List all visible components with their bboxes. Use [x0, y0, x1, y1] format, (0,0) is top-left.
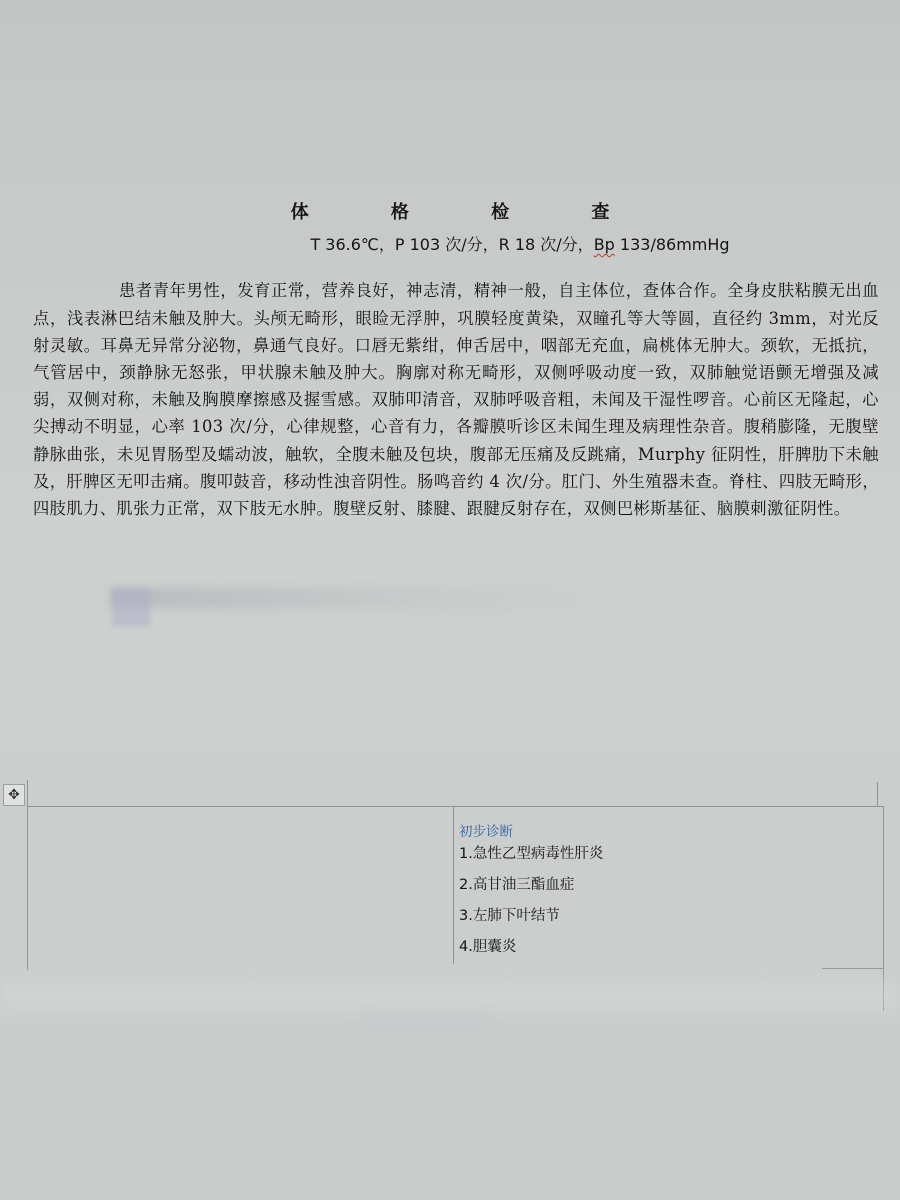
- redacted-smudge: [360, 1012, 490, 1032]
- physical-exam-paragraph: 患者青年男性，发育正常，营养良好，神志清，精神一般，自主体位，查体合作。全身皮肤粘膜无出血点，浅表淋巴结未触及肿大。头颅无畸形，眼睑无浮肿，巩膜轻度黄染，双瞳孔等大等圆，直径约 3mm，对光反射灵敏。耳鼻无异常分泌物，鼻通气良好。口唇无紫绀，伸舌居中，咽部无充血，扁桃体无肿大。颈软，无抵抗，气管居中，颈静脉无怒张，甲状腺未触及肿大。胸廓对称无畸形，双侧呼吸动度一致，双肺触觉语颤无增强及减弱，双侧对称，未触及胸膜摩擦感及握雪感。双肺叩清音，双肺呼吸音粗，未闻及干湿性啰音。心前区无隆起，心尖搏动不明显，心率 103 次/分，心律规整，心音有力，各瓣膜听诊区未闻生理及病理性杂音。腹稍膨隆，无腹壁静脉曲张，未见胃肠型及蠕动波，触软，全腹未触及包块，腹部无压痛及反跳痛，Murphy 征阴性，肝脾肋下未触及，肝脾区无叩击痛。腹叩鼓音，移动性浊音阴性。肠鸣音约 4 次/分。肛门、外生殖器未查。脊柱、四肢无畸形，四肢肌力、肌张力正常，双下肢无水肿。腹壁反射、膝腱、跟腱反射存在，双侧巴彬斯基征、脑膜刺激征阴性。: [33, 281, 879, 518]
- table-move-handle-icon[interactable]: ✥: [3, 784, 25, 806]
- bp-label: Bp: [593, 235, 615, 254]
- redacted-block: [112, 588, 150, 626]
- table-middle-border: [453, 806, 454, 964]
- bp-value: 133/86mmHg: [614, 235, 730, 254]
- diagnosis-item: 3.左肺下叶结节: [459, 908, 560, 924]
- diagnosis-heading: 初步诊断: [459, 824, 513, 840]
- page-title: 体 格 检 查: [290, 202, 648, 223]
- diagnosis-item: 1.急性乙型病毒性肝炎: [459, 846, 604, 862]
- table-top-border: [27, 806, 884, 807]
- table-left-border: [27, 780, 28, 970]
- table-corner-line: [877, 782, 878, 806]
- diagnosis-item: 4.胆囊炎: [459, 939, 517, 955]
- vital-signs-line: [0, 232, 900, 255]
- diagnosis-list: [459, 843, 603, 967]
- redacted-region: [110, 588, 590, 608]
- vitals-text: T 36.6℃，P 103 次/分，R 18 次/分，: [310, 235, 594, 254]
- diagnosis-item: 2.高甘油三酯血症: [459, 877, 575, 893]
